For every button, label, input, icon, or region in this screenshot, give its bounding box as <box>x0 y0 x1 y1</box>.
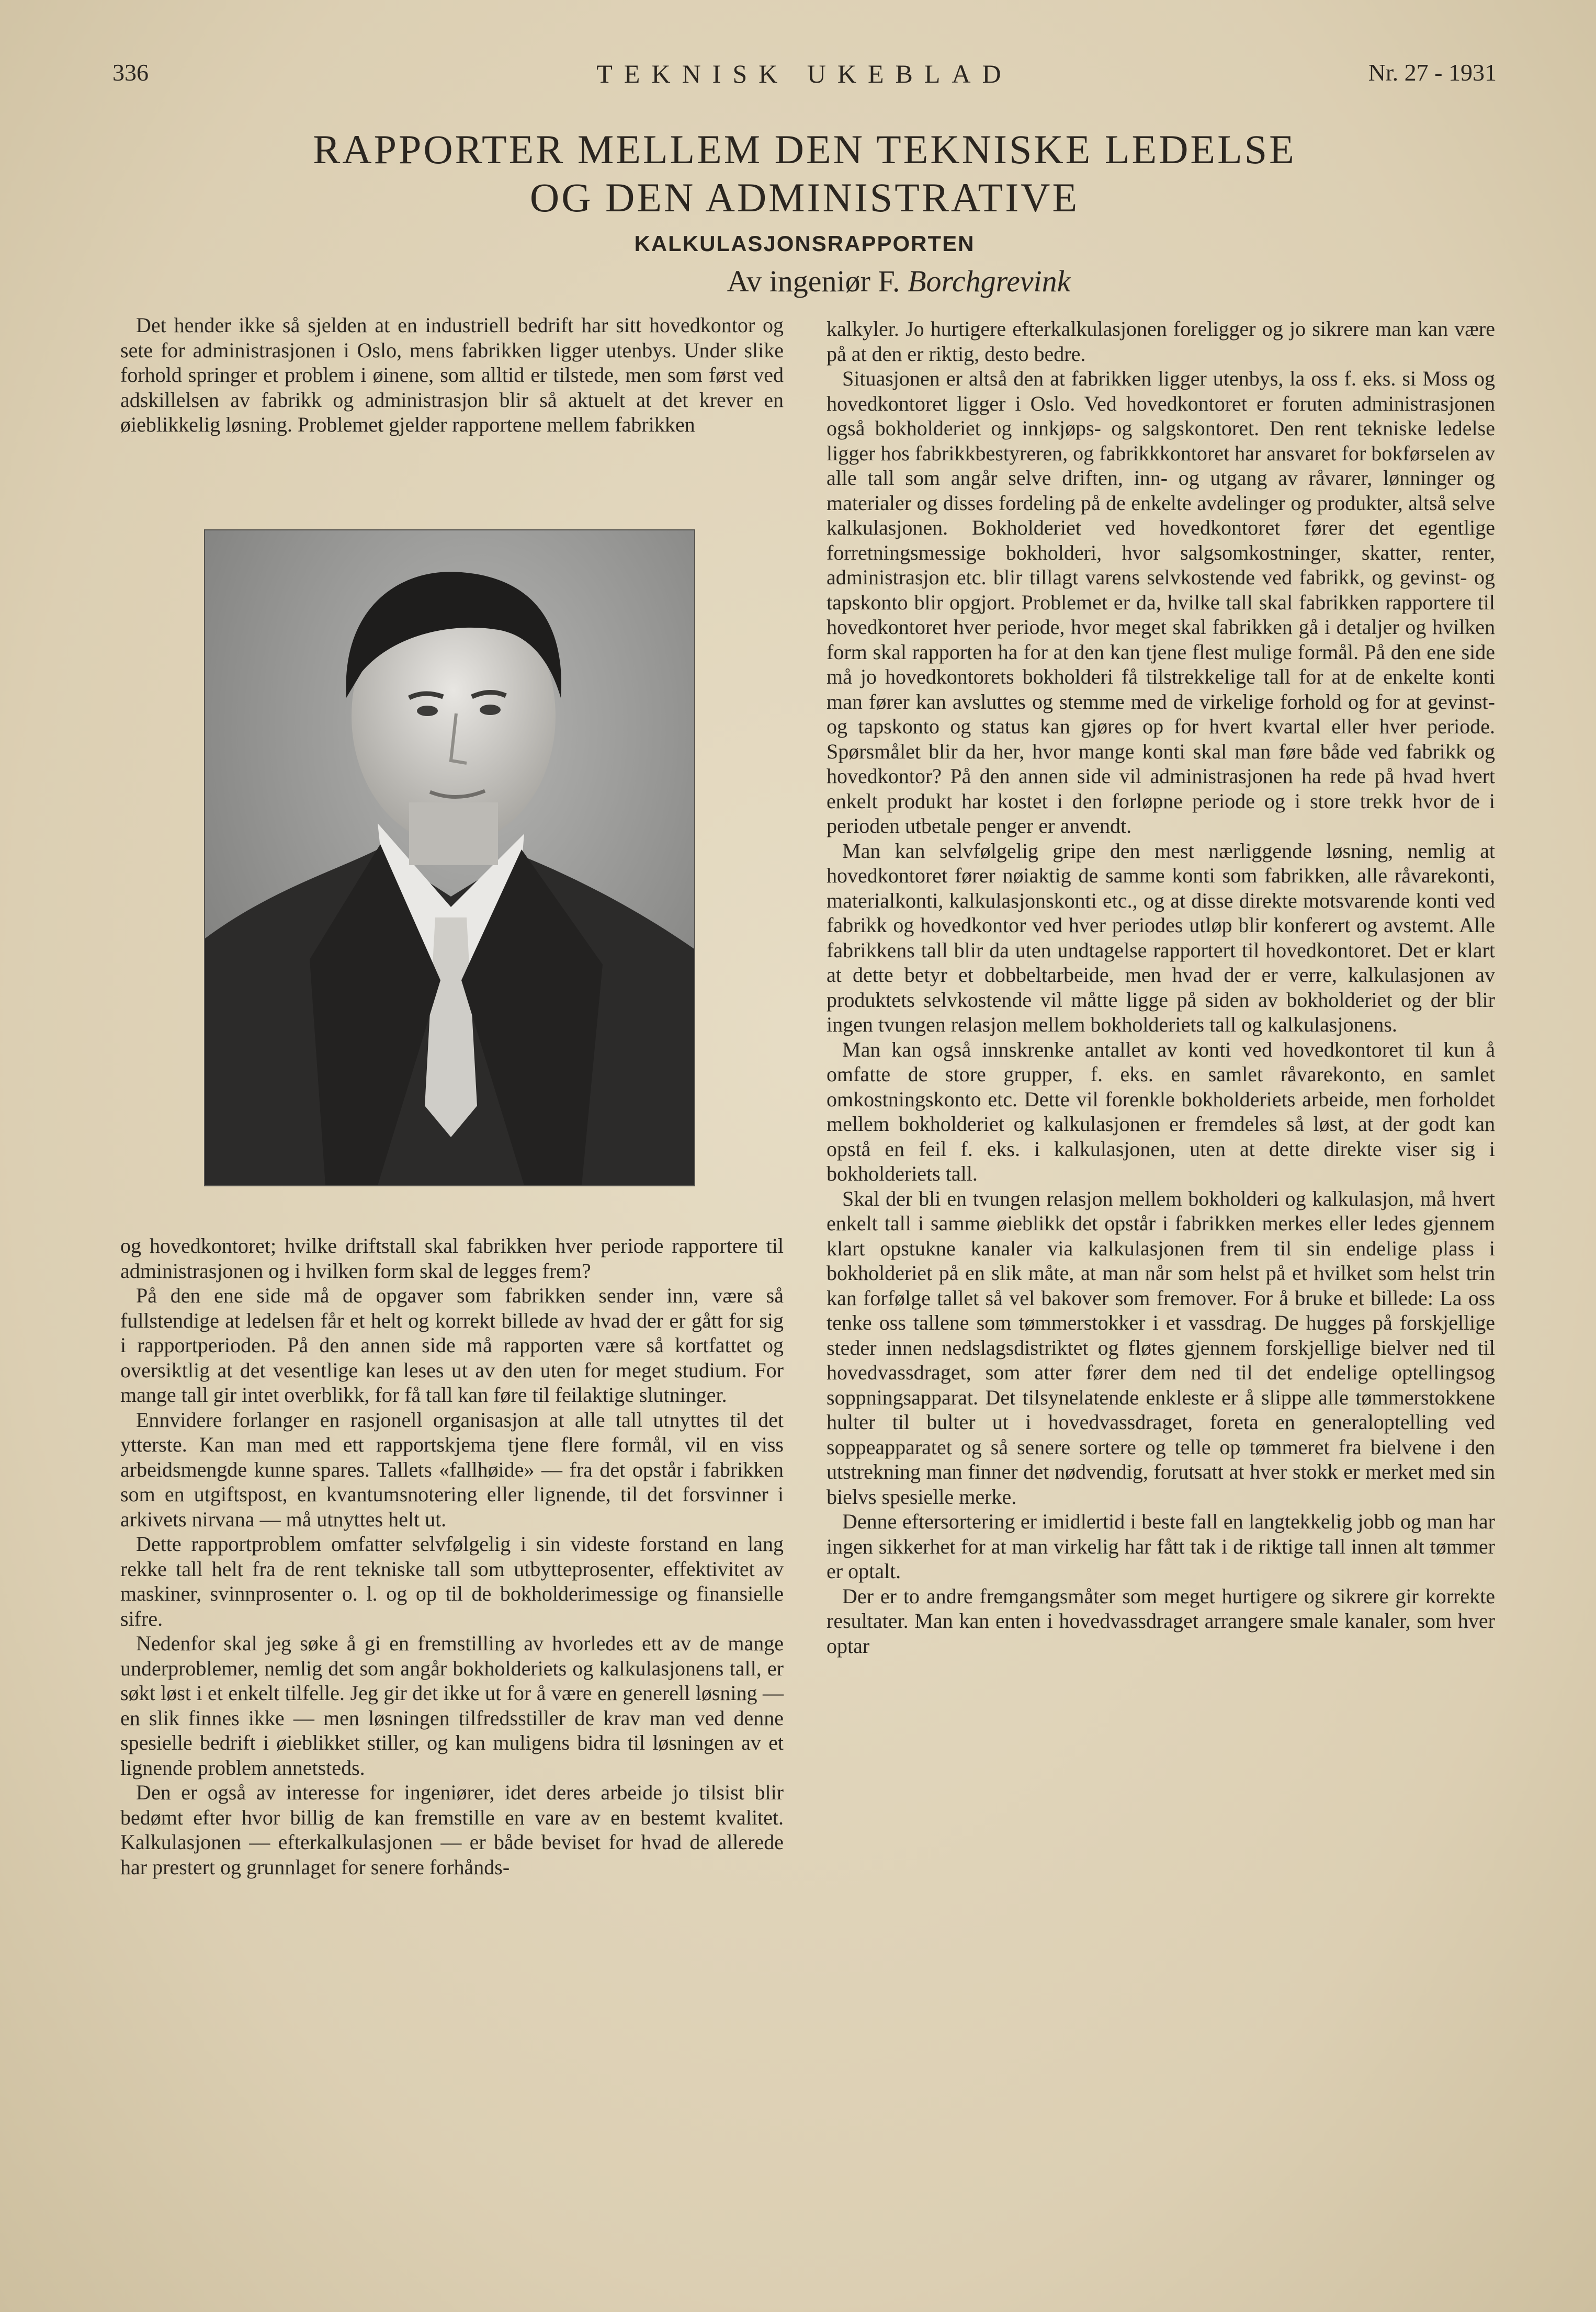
left-paragraph-6: Den er også av interesse for ingeniører, idet deres arbeide jo tilsist blir bedømt efter hvor billig de kan fremstille en vare av en bestemt kvalitet. Kalkulasjonen — efterkalkulasjonen — er både beviset for hvad de allerede har prestert og grunnlaget for senere forhånds- <box>120 1781 784 1879</box>
right-column <box>827 316 1495 1658</box>
left-paragraph-3: Ennvidere forlanger en rasjonell organisasjon at alle tall utnyttes til det ytterste. Kan man med ett rapportskjema tjene flere formål, vil en viss arbeidsmengde kunne spares. Tallets «fallhøide» — fra det opstår i fabrikken som en utgiftspost, en kvantumsnotering eller lignende, til det forsvinner i arkivets nirvana — må utnyttes helt ut. <box>120 1408 784 1531</box>
right-paragraph-7: Der er to andre fremgangsmåter som meget hurtigere og sikrere gir korrekte resultater. Man kan enten i hovedvassdraget arrangere smale kanaler, som hver optar <box>827 1584 1495 1658</box>
article-title-line-1: RAPPORTER MELLEM DEN TEKNISKE LEDELSE <box>313 127 1296 172</box>
running-head <box>112 59 1497 95</box>
journal-name: TEKNISK UKEBLAD <box>596 59 1013 88</box>
intro-paragraph-column <box>120 313 784 437</box>
right-paragraph-5: Skal der bli en tvungen relasjon mellem bokholderi og kalkulasjon, må hvert enkelt tall i samme øieblikk det opstår i fabrikken merkes eller ledes gjennem klart opstukne kanaler via kalkulasjonen frem til sin endelige plass i bokholderiet på en slik måte, at man når som helst på et hvilket som helst trin kan forfølge tallet så vel bakover som fremover. For å bruke et billede: La oss tenke oss tallene som tømmerstokker i et vassdrag. De hugges på forskjellige steder innen nedslagsdistriktet og fløtes gjennem forskjellige bielver ned til hovedvassdraget, som atter fører dem ned til det endelige optellingsog soppningsapparat. Det tilsynelatende enkleste er å slippe alle tømmerstokkene hulter til bulter ut i hovedvassdraget, foreta en generaloptelling ved soppeapparatet og så senere sortere og telle op tømmeret fra bielvene i den utstrekning man finner det nødvendig, forutsatt at hver stokk er merket med sin bielvs spesielle merke. <box>827 1186 1495 1509</box>
portrait-image <box>205 530 694 1185</box>
right-paragraph-6: Denne eftersortering er imidlertid i beste fall en langtekkelig jobb og man har ingen sikkerhet for at man virkelig har fått tak i de riktige tall innen alt tømmer er optalt. <box>827 1510 1495 1583</box>
left-paragraph-5: Nedenfor skal jeg søke å gi en fremstilling av hvorledes ett av de mange underproblemer, nemlig det som angår bokholderiets og kalkulasjonens tall, er søkt løst i et enkelt tilfelle. Jeg gir det ikke ut for å være en generell løsning — en slik finnes ikke — men løsningen tilfredsstiller de krav man ved denne spesielle bedrift i øieblikket stiller, og kan muligens bidra til løsningen av et lignende problem annetsteds. <box>120 1631 784 1780</box>
article-header <box>112 126 1497 299</box>
right-paragraph-1: kalkyler. Jo hurtigere efterkalkulasjonen foreligger og jo sikrere man kan være på at den er riktig, desto bedre. <box>827 317 1495 366</box>
article-subtitle: KALKULASJONSRAPPORTEN <box>634 231 975 256</box>
intro-paragraph: Det hender ikke så sjelden at en industriell bedrift har sitt hovedkontor og sete for administrasjonen i Oslo, mens fabrikken ligger utenbys. Under slike forhold springer et problem i øinene, som alltid er tilstede, men som først ved adskillelsen av fabrikk og administrasjon blir så aktuelt at det krever en øieblikkelig løsning. Problemet gjelder rapportene mellem fabrikken <box>120 313 784 436</box>
article-title-line-2: OG DEN ADMINISTRATIVE <box>529 175 1080 220</box>
author-portrait <box>204 529 695 1186</box>
page-number: 336 <box>112 59 149 86</box>
left-column <box>120 1233 784 1879</box>
author-prefix: Av ingeniør F. <box>727 264 900 298</box>
issue-info: Nr. 27 - 1931 <box>1368 59 1497 86</box>
author-name: Borchgrevink <box>908 264 1071 298</box>
author-line <box>112 264 1497 299</box>
left-paragraph-2: På den ene side må de opgaver som fabrikken sender inn, være så fullstendige at ledelsen får et helt og korrekt billede av hvad der er gått for sig i rapportperioden. På den annen side må rapporten være så kortfattet og oversiktlig at det vesentlige kan leses ut av den uten for meget studium. For mange tall gir intet overblikk, for få tall kan føre til feilaktige slutninger. <box>120 1284 784 1407</box>
right-paragraph-3: Man kan selvfølgelig gripe den mest nærliggende løsning, nemlig at hovedkontoret fører nøiaktig de samme konti som fabrikken, alle råvarekonti, materialkonti, kalkulasjonskonti etc., og at disse direkte motsvarende konti ved fabrikk og hovedkontor ved hver periodes utløp blir konferert og avstemt. Alle fabrikkens tall blir da uten undtagelse rapportert til hovedkontoret. Det er klart at dette betyr et dobbeltarbeide, men hvad der er verre, kalkulasjonen av produktets selvkostende vil måtte ligge på siden av bokholderiet og der blir ingen tvungen relasjon mellem bokholderiets tall og kalkulasjonens. <box>827 838 1495 1036</box>
right-paragraph-4: Man kan også innskrenke antallet av konti ved hovedkontoret til kun å omfatte de store grupper, f. eks. en samlet råvarekonto, en samlet omkostningskonto etc. Dette vil forenkle bokholderiets arbeide, men forholdet mellem bokholderiet og kalkulasjonen er fremdeles så løst, at der godt kan opstå en feil f. eks. i kalkulasjonen, uten at dette direkte viser sig i bokholderiets tall. <box>827 1037 1495 1185</box>
left-paragraph-1: og hovedkontoret; hvilke driftstall skal fabrikken hver periode rapportere til administrasjonen og i hvilken form skal de legges frem? <box>120 1234 784 1283</box>
right-paragraph-2: Situasjonen er altså den at fabrikken ligger utenbys, la oss f. eks. si Moss og hovedkontoret ligger i Oslo. Ved hovedkontoret er foruten administrasjonen også bokholderiet og innkjøps- og salgskontoret. Den rent tekniske ledelse ligger hos fabrikkbestyreren, og fabrikkkontoret har ansvaret for bokførselen av alle tall som angår selve driften, inn- og utgang av råvarer, lønninger og materialer og disses fordeling på de enkelte avdelinger og produkter, altså selve kalkulasjonen. Bokholderiet ved hovedkontoret fører det egentlige forretningsmessige bokholderi, hvor salgsomkostninger, skatter, renter, administrasjon etc. blir tillagt varens selvkostende ved fabrikk, og gevinst- og tapskonto blir opgjort. Problemet er da, hvilke tall skal fabrikken rapportere til hovedkontoret hver periode, hvor meget skal fabrikken gå i detaljer og hvilken form skal rapporten ha for at den kan tjene flest mulige formål. På den ene side må jo hovedkontorets bokholderi få tilstrekkelige tall for at de enkelte konti man fører kan avsluttes og stemme med de virkelige forhold og for at gevinst- og tapskonto og status kan gjøres op for hvert kvartal eller hver periode. Spørsmålet blir da her, hvor mange konti skal man føre både ved fabrikk og hovedkontor? På den annen side vil administrasjonen ha rede på hvad hvert enkelt produkt har kostet i den forløpne periode og i store trekk hvor de i perioden utbetale penger er anvendt. <box>827 367 1495 837</box>
left-paragraph-4: Dette rapportproblem omfatter selvfølgelig i sin videste forstand en lang rekke tall helt fra de rent tekniske tall som utbytteprosenter, effektivitet av maskiner, svinnprosenter o. l. og op til de bokholderimessige og finansielle sifre. <box>120 1532 784 1630</box>
